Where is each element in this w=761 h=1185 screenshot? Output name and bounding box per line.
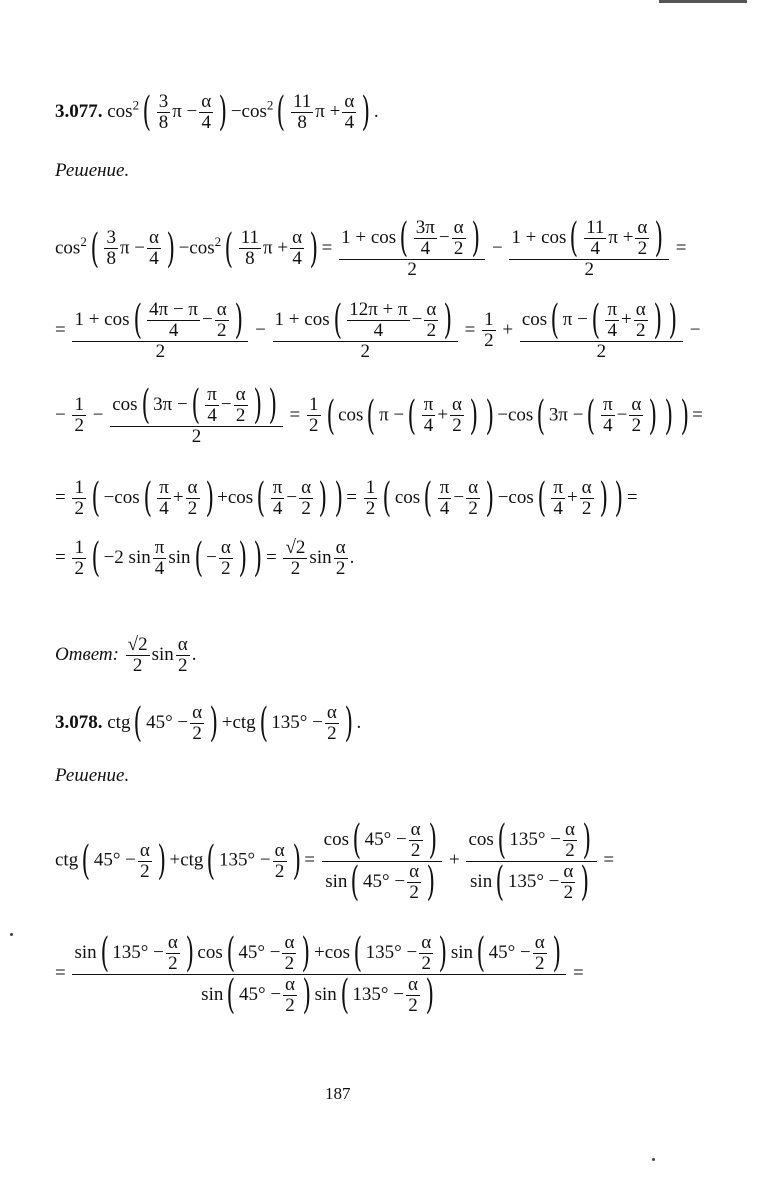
step-5: = $\frac{1}{2}$ ( −2 sin $\frac{\pi}{4}$ sin( − $\frac{\alpha}{2}$ ) ) = $\frac{√2}{2}$ sin $\frac{\alpha}{2}$ . [55,535,355,582]
step-3: − $\frac{1}{2}$ − cos( 3π −( $\frac{\pi}{4}$ − $\frac{\alpha}{2}$ ) ) 2 = $\frac{1}{2}$ ( cos( π −( $\frac{\pi}{4}$ + $\frac{\alpha}{2}$ ) ) −cos( 3π −( $\frac{\pi}{4}$ − $\frac{\alpha}{2}$ ) ) ) = [55,382,703,447]
step-1: $\cos^2$( $\frac{3}{8}$ π − $\frac{\alpha}{4}$ ) $-\cos^2$( $\frac{11}{8}$ π + $\frac{\alpha}{4}$ ) = 1 + cos( $\frac{3\pi}{4}$ − $\frac{\alpha}{2}$ ) 2 − 1 + cos( $\frac{11}{4}$ π + $\frac{\alpha}{2}$ ) 2 = [55,215,687,280]
scan-dot [652,1158,655,1161]
page-number: 187 [325,1084,351,1103]
solution-label: Решение. [55,765,130,786]
problem-3078-statement: 3.078. ctg( 45° − $\frac{\alpha}{2}$ ) +ctg( 135° − $\frac{\alpha}{2}$ ) . [55,700,362,747]
scan-artifact-bar [659,0,747,3]
scan-dot [10,933,13,936]
step-4: = $\frac{1}{2}$ ( −cos( $\frac{\pi}{4}$ + $\frac{\alpha}{2}$ ) +cos( $\frac{\pi}{4}$ − $\frac{\alpha}{2}$ ) ) = $\frac{1}{2}$ ( cos( $\frac{\pi}{4}$ − $\frac{\alpha}{2}$ ) −cos( $\frac{\pi}{4}$ + $\frac{\alpha}{2}$ ) ) = [55,475,638,522]
step-2: = 1 + cos( $\frac{4\pi - \pi}{4}$ − $\frac{\alpha}{2}$ ) 2 − 1 + cos( $\frac{12\pi + \pi}{4}$ − $\frac{\alpha}{2}$ ) 2 = $\frac{1}{2}$ + cos( π −( $\frac{\pi}{4}$ + $\frac{\alpha}{2}$ ) ) 2 − [55,297,701,362]
problem-number: 3.078. [55,711,103,733]
step-6: ctg( 45° − $\frac{\alpha}{2}$ ) +ctg( 135° − $\frac{\alpha}{2}$ ) = cos( 45° − $\frac{\alpha}{2}$ ) sin( 45° − $\frac{\alpha}{2}$ ) + cos( 135° − $\frac{\alpha}{2}$ ) sin( 135° − $\frac{\alpha}{2}$ ) = [55,817,615,906]
step-7: = sin( 135° − $\frac{\alpha}{2}$ ) cos( 45° − $\frac{\alpha}{2}$ ) +cos( 135° − $\frac{\alpha}{2}$ ) sin( 45° − $\frac{\alpha}{2}$ ) sin( 45° − $\frac{\alpha}{2}$ ) sin( 135° − $\frac{\alpha}{2}$ ) = [55,930,584,1019]
problem-3077-statement: 3.077. $\cos^2$( $\frac{3}{8}$ π − $\frac{\alpha}{4}$ ) $-\cos^2$( $\frac{11}{8}$ π + $\frac{\alpha}{4}$ ) . [55,89,379,136]
answer-label: Ответ: [55,643,119,665]
solution-label: Решение. [55,160,130,181]
answer-line: Ответ: $\frac{√2}{2}$ sin $\frac{\alpha}{2}$ . [55,634,197,676]
problem-number: 3.077. [55,100,103,122]
